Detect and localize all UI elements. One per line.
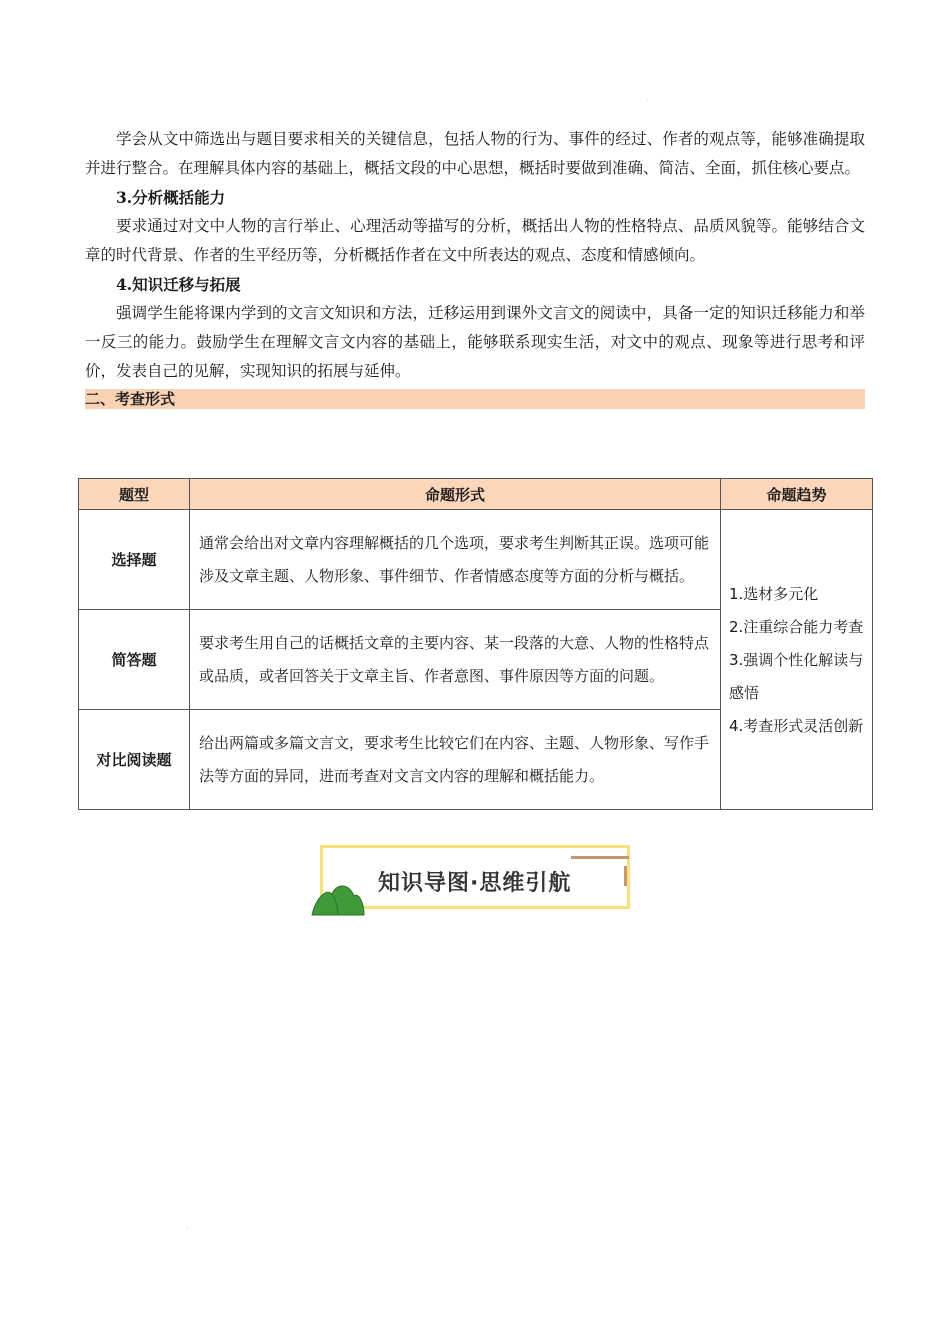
row-form: 给出两篇或多篇文言文，要求考生比较它们在内容、主题、人物形象、写作手法等方面的异同，进而考查对文言文内容的理解和概括能力。: [190, 710, 721, 810]
trend-item: 2.注重综合能力考查: [729, 618, 864, 636]
intro-paragraph: 学会从文中筛选出与题目要求相关的关键信息，包括人物的行为、事件的经过、作者的观点等，能够准确提取并进行整合。在理解具体内容的基础上，概括文段的中心思想，概括时要做到准确、简洁、全面，抓住核心要点。: [85, 130, 865, 177]
footer-dot: .: [186, 1224, 188, 1231]
trend-cell: [721, 510, 873, 810]
header-trend: 命题趋势: [721, 479, 873, 510]
row-type: 简答题: [79, 610, 190, 710]
part2-heading: 二、考查形式: [85, 389, 865, 409]
banner-corner-line: [571, 856, 629, 859]
banner-title: 知识导图·思维引航: [378, 871, 572, 896]
section3-title: 3.分析概括能力: [116, 188, 226, 207]
header-form: 命题形式: [190, 479, 721, 510]
section4-title: 4.知识迁移与拓展: [116, 275, 241, 294]
trend-item: 4.考查形式灵活创新: [729, 717, 864, 735]
table-header-row: [79, 479, 873, 510]
banner-corner-line: [624, 866, 627, 886]
section3-text: 要求通过对文中人物的言行举止、心理活动等描写的分析，概括出人物的性格特点、品质风貌等。能够结合文章的时代背景、作者的生平经历等，分析概括作者在文中所表达的观点、态度和情感倾向。: [85, 217, 865, 264]
row-form: 要求考生用自己的话概括文章的主要内容、某一段落的大意、人物的性格特点或品质，或者回答关于文章主旨、作者意图、事件原因等方面的问题。: [190, 610, 721, 710]
trend-item: 1.选材多元化: [729, 585, 819, 603]
row-form: 通常会给出对文章内容理解概括的几个选项，要求考生判断其正误。选项可能涉及文章主题、人物形象、事件细节、作者情感态度等方面的分析与概括。: [190, 510, 721, 610]
header-dot: .: [646, 96, 648, 103]
table-row: [79, 510, 873, 610]
knowledge-map-banner: [320, 845, 630, 909]
trend-item: 3.强调个性化解读与感悟: [729, 651, 864, 702]
section4-text: 强调学生能将课内学到的文言文知识和方法，迁移运用到课外文言文的阅读中，具备一定的知识迁移能力和举一反三的能力。鼓励学生在理解文言文内容的基础上，能够联系现实生活，对文中的观点、现象等进行思考和评价，发表自己的见解，实现知识的拓展与延伸。: [85, 304, 865, 380]
row-type: 对比阅读题: [79, 710, 190, 810]
exam-format-table: [78, 478, 873, 810]
row-type: 选择题: [79, 510, 190, 610]
hills-icon: [310, 880, 366, 916]
header-type: 题型: [79, 479, 190, 510]
content-body: [85, 125, 865, 409]
